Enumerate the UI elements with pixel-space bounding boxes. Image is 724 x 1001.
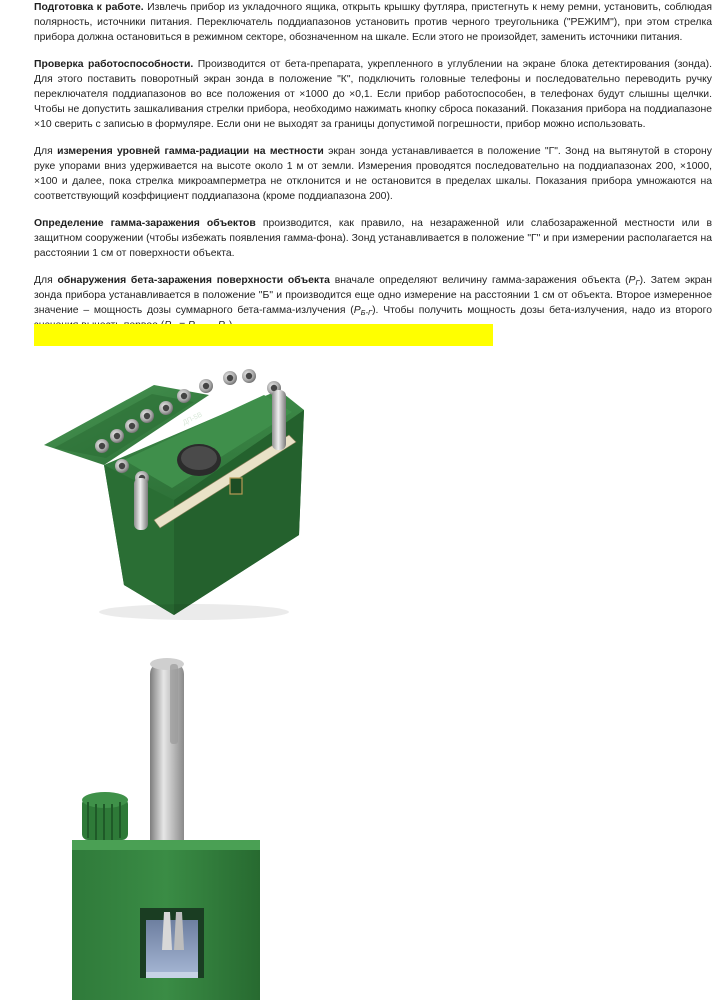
text-gamma: экран зонда устанавливается в положение "Г". Зонд на вытянутой в сторону руке упорами вниз удерживается на высоте около 1 м от земли. Измерения проводятся последовательно на поддиапазонах 200, ×1000, ×100 и далее, пока стрелка микроамперметра не отклонится и не остановится в пределах шкалы. Показания прибора умножаются на соответствующий коэффициент поддиапазона (кроме поддиапазона 200). xyxy=(34,146,712,202)
text-preparation: Извлечь прибор из укладочного ящика, открыть крышку футляра, пристегнуть к нему ремни, установить, соблюдая полярность, источники питания. Переключатель поддиапазонов установить против черного треугольника ("РЕЖИМ"), при этом стрелка прибора должна остановиться в режимном секторе, обозначенном на шкале. Если этого не произойдет, заменить источники питания. xyxy=(34,2,712,43)
text-check: Производится от бета-препарата, укрепленного в углублении на экране блока детектирования (зонда). Для этого поставить поворотный экран зонда в положение "К", подключить головные телефоны и последовательно переводить ручку переключателя поддиапазонов во все положения от ×1000 до ×0,1. Если прибор работоспособен, в телефонах будут слышны щелчки. Чтобы не допустить зашкаливания стрелки прибора, необходимо нажимать кнопку сброса показаний. Показания прибора на поддиапазоне ×10 сверить с записью в формуляре. Если они не выходят за границы допустимой погрешности, прибор можно использовать. xyxy=(34,59,712,130)
paragraph-check xyxy=(34,57,712,132)
heading-preparation: Подготовка к работе. xyxy=(34,2,144,13)
text-objects: производится, как правило, на незараженной или слабозараженной местности или в защитном сооружении (чтобы избежать появления гамма-фона). Зонд устанавливается в положение "Г" и при измерении располагается на расстоянии 1 см от поверхности объекта. xyxy=(34,218,712,259)
text-beta-1: вначале определяют величину гамма-заражения объекта ( xyxy=(329,275,629,286)
paragraph-preparation xyxy=(34,0,712,45)
case-latch xyxy=(230,478,242,494)
article-body xyxy=(34,0,712,345)
probe-metal-rod xyxy=(150,662,184,852)
text-beta-3: ). Чтобы получить мощность дозы бета-излучения, надо из второго xyxy=(372,305,712,316)
dosimeter-case-photo xyxy=(34,350,316,630)
lead-gamma: Для xyxy=(34,146,58,157)
case-label: ДП-5В xyxy=(181,411,204,427)
paragraph-objects xyxy=(34,216,712,261)
heading-beta: обнаружения бета-заражения поверхности объекта xyxy=(57,275,330,286)
formula-pbg: $Р_{Б-Г}$ xyxy=(353,305,373,317)
front-tube xyxy=(272,390,286,450)
paragraph-gamma xyxy=(34,144,712,204)
heading-check: Проверка работоспособности. xyxy=(34,59,194,70)
formula-pg: $Р_Г$ xyxy=(628,275,640,287)
yellow-highlight-bar xyxy=(34,324,493,346)
heading-gamma: измерения уровней гамма-радиации на местности xyxy=(57,146,324,157)
heading-objects: Определение гамма-заражения объектов xyxy=(34,218,256,229)
text-beta-2: ). Затем экран зонда прибора устанавливается в положение "Б" и производится еще одно измерение на расстоянии 1 см от объекта. Второе измеренное значение – мощность дозы суммарного бета-гамма-излучения ( xyxy=(34,275,712,316)
lead-beta: Для xyxy=(34,275,58,286)
probe-unit-photo xyxy=(60,650,270,1000)
